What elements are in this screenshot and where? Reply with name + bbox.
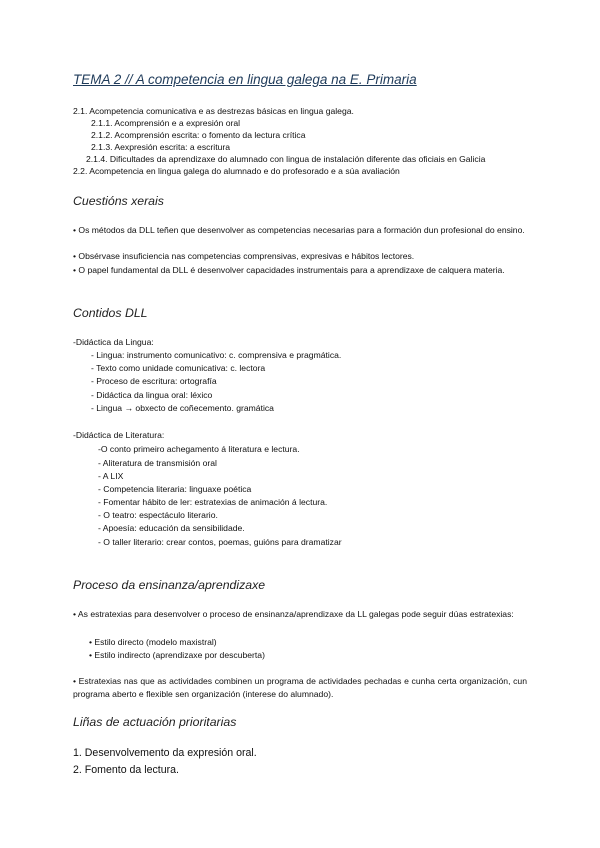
toc-item: 2.1.3. Aexpresión escrita: a escritura: [91, 142, 231, 152]
list-item: - Fomentar hábito de ler: estratexias de animación á lectura.: [98, 497, 328, 507]
paragraph: • O papel fundamental da DLL é desenvolver capacidades instrumentais para a aprendizaxe de calquera materia.: [73, 265, 505, 275]
toc-item: 2.1. Acompetencia comunicativa e as destrezas básicas en lingua galega.: [73, 106, 354, 116]
list-item: - Competencia literaria: linguaxe poética: [98, 484, 252, 494]
list-item: - A LIX: [98, 471, 124, 481]
list-item: -O conto primeiro achegamento á literatura e lectura.: [98, 444, 300, 454]
list-item: • Estilo directo (modelo maxistral): [89, 637, 217, 647]
section-heading-proceso: Proceso da ensinanza/aprendizaxe: [73, 578, 266, 592]
toc-item: 2.2. Acompetencia en lingua galega do alumnado e do profesorado e a súa avaliación: [73, 166, 400, 176]
list-item: - O taller literario: crear contos, poemas, guións para dramatizar: [98, 537, 342, 547]
toc-item: 2.1.2. Acomprensión escrita: o fomento da lectura crítica: [91, 130, 306, 140]
list-item: - Lingua: instrumento comunicativo: c. comprensiva e pragmática.: [91, 350, 342, 360]
toc-item: 2.1.1. Acomprensión e a expresión oral: [91, 118, 241, 128]
paragraph: • Estratexias nas que as actividades combinen un programa de actividades pechadas e cunha certa organización, cun programa aberto e flexible sen organización (interese do alumnado).: [73, 676, 527, 699]
list-item: - O teatro: espectáculo literario.: [98, 510, 218, 520]
subsection-heading-literatura: -Didáctica de Literatura:: [73, 430, 165, 440]
toc-item: 2.1.4. Dificultades da aprendizaxe do alumnado con lingua de instalación diferente das oficiais en Galicia: [86, 154, 486, 164]
paragraph: • Obsérvase insuficiencia nas competencias comprensivas, expresivas e hábitos lectores.: [73, 251, 415, 261]
section-heading-cuestions-xerais: Cuestións xerais: [73, 194, 164, 208]
list-item: - Aliteratura de transmisión oral: [98, 458, 217, 468]
section-heading-contidos-dll: Contidos DLL: [73, 306, 148, 320]
page-title: TEMA 2 // A competencia en lingua galega na E. Primaria: [73, 72, 417, 87]
numbered-item: 1. Desenvolvemento da expresión oral.: [73, 747, 257, 759]
list-item: - Lingua → obxecto de coñecemento. gramática: [91, 403, 274, 413]
list-item: - Apoesía: educación da sensibilidade.: [98, 523, 245, 533]
list-item: - Didáctica da lingua oral: léxico: [91, 390, 213, 400]
subsection-heading-lingua: -Didáctica da Lingua:: [73, 337, 154, 347]
list-item: - Proceso de escritura: ortografía: [91, 376, 217, 386]
paragraph: • Os métodos da DLL teñen que desenvolver as competencias necesarias para a formación dun profesional do ensino.: [73, 225, 525, 235]
section-heading-linas-actuacion: Liñas de actuación prioritarias: [73, 715, 237, 729]
paragraph: • As estratexias para desenvolver o proceso de ensinanza/aprendizaxe da LL galegas pode seguir dúas estratexias:: [73, 609, 514, 619]
list-item: • Estilo indirecto (aprendizaxe por descuberta): [89, 650, 265, 660]
numbered-item: 2. Fomento da lectura.: [73, 764, 179, 776]
list-item: - Texto como unidade comunicativa: c. lectora: [91, 363, 266, 373]
